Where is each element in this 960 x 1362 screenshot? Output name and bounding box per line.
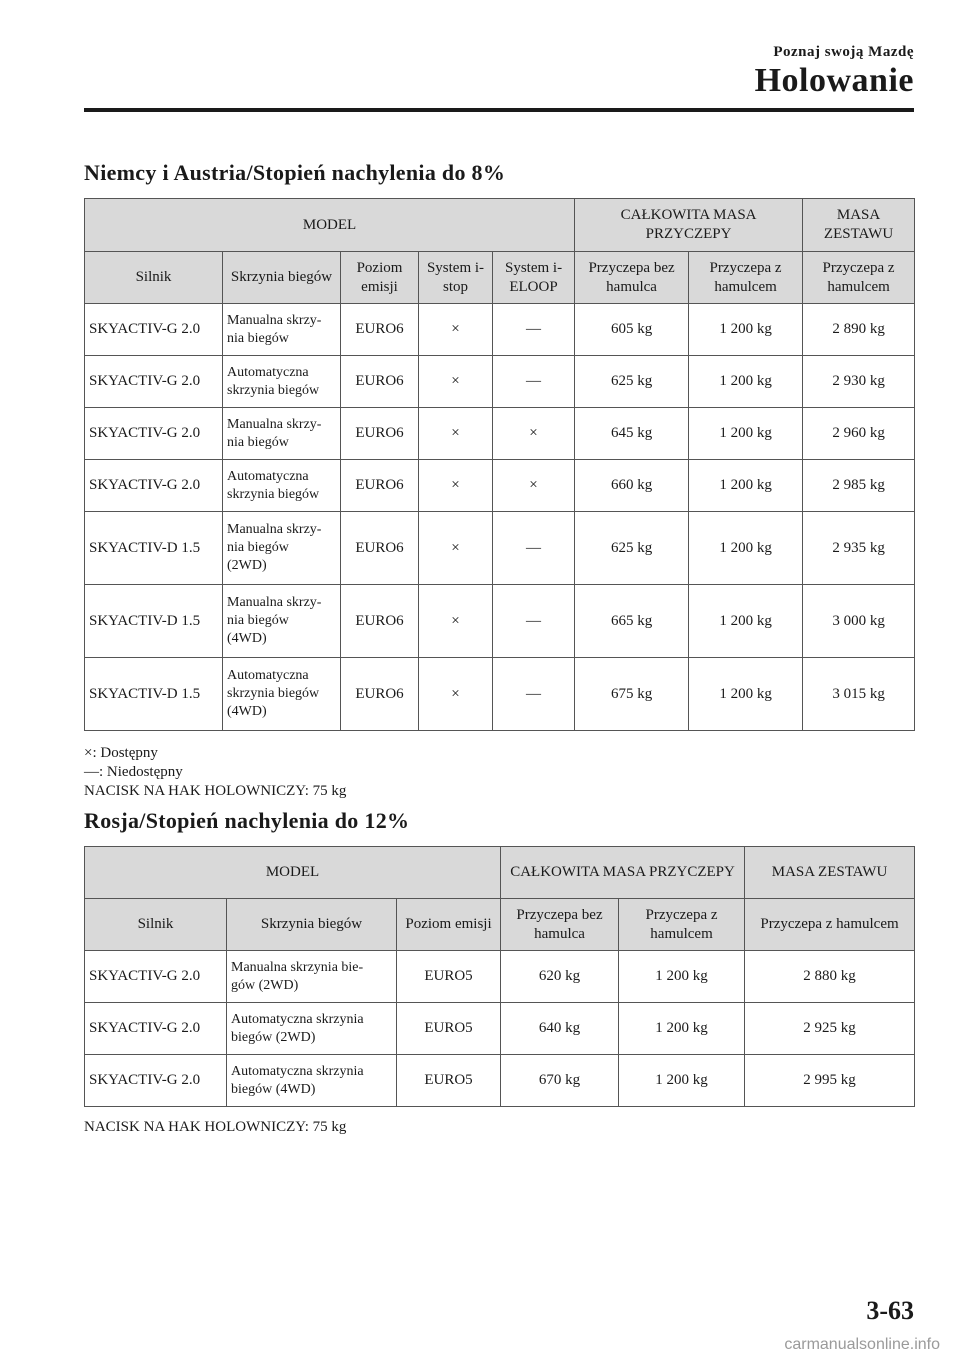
- table-cell: Manualna skrzy- nia biegów (4WD): [223, 585, 341, 658]
- table-cell: 2 880 kg: [745, 951, 915, 1003]
- table-cell: ×: [419, 658, 493, 731]
- table-cell: ×: [419, 585, 493, 658]
- table-cell: 625 kg: [575, 356, 689, 408]
- table-cell: Manualna skrzy- nia biegów: [223, 408, 341, 460]
- legend-available: ×: Dostępny: [84, 745, 158, 761]
- table-cell: EURO5: [397, 951, 501, 1003]
- table-cell: Manualna skrzy- nia biegów (2WD): [223, 512, 341, 585]
- table-cell: 3 000 kg: [803, 585, 915, 658]
- table-cell: —: [493, 512, 575, 585]
- table-cell: ×: [493, 460, 575, 512]
- table-cell: 3 015 kg: [803, 658, 915, 731]
- section1-notes: [84, 744, 346, 801]
- table-cell: ×: [419, 408, 493, 460]
- table-cell: 2 925 kg: [745, 1003, 915, 1055]
- table-cell: Automatyczna skrzynia biegów (4WD): [227, 1055, 397, 1107]
- table-cell: 665 kg: [575, 585, 689, 658]
- col-header: Skrzynia biegów: [227, 899, 397, 951]
- table-cell: 625 kg: [575, 512, 689, 585]
- table-cell: 2 985 kg: [803, 460, 915, 512]
- table-cell: 1 200 kg: [619, 951, 745, 1003]
- table-cell: EURO6: [341, 512, 419, 585]
- table-cell: —: [493, 304, 575, 356]
- table-cell: 1 200 kg: [689, 658, 803, 731]
- col-header: Przyczepa bez hamulca: [575, 252, 689, 304]
- table-cell: Automatyczna skrzynia biegów (4WD): [223, 658, 341, 731]
- col-header: Skrzynia biegów: [223, 252, 341, 304]
- col-header: Poziom emisji: [397, 899, 501, 951]
- table-cell: 645 kg: [575, 408, 689, 460]
- table-cell: SKYACTIV-D 1.5: [85, 512, 223, 585]
- table-cell: SKYACTIV-G 2.0: [85, 408, 223, 460]
- table-cell: EURO6: [341, 304, 419, 356]
- table-cell: ×: [419, 304, 493, 356]
- section2-title: Rosja/Stopień nachylenia do 12%: [84, 808, 410, 833]
- group-header-model: MODEL: [85, 199, 575, 252]
- table-cell: EURO6: [341, 658, 419, 731]
- table-cell: 1 200 kg: [689, 460, 803, 512]
- col-header: Poziom emisji: [341, 252, 419, 304]
- table-cell: 1 200 kg: [689, 356, 803, 408]
- table-cell: 2 935 kg: [803, 512, 915, 585]
- table-cell: SKYACTIV-D 1.5: [85, 585, 223, 658]
- table-cell: EURO5: [397, 1055, 501, 1107]
- watermark: carmanualsonline.info: [784, 1336, 940, 1353]
- group-header-trailer-mass: CAŁKOWITA MASA PRZYCZEPY: [575, 199, 803, 252]
- page-number: 3-63: [866, 1296, 914, 1325]
- table-cell: 640 kg: [501, 1003, 619, 1055]
- table-cell: SKYACTIV-G 2.0: [85, 304, 223, 356]
- section2-note: NACISK NA HAK HOLOWNICZY: 75 kg: [84, 1119, 347, 1135]
- table-cell: ×: [419, 512, 493, 585]
- table-row: [85, 304, 915, 356]
- table-cell: SKYACTIV-G 2.0: [85, 1055, 227, 1107]
- col-header: System i-ELOOP: [493, 252, 575, 304]
- table-cell: 675 kg: [575, 658, 689, 731]
- col-header: Przyczepa z hamulcem: [803, 252, 915, 304]
- table-cell: EURO5: [397, 1003, 501, 1055]
- table-cell: Manualna skrzy- nia biegów: [223, 304, 341, 356]
- section1-table: [84, 198, 915, 731]
- table-row: [85, 658, 915, 731]
- section1-title: Niemcy i Austria/Stopień nachylenia do 8%: [84, 160, 506, 185]
- col-header: Przyczepa z hamulcem: [689, 252, 803, 304]
- table-cell: 1 200 kg: [619, 1055, 745, 1107]
- table-cell: —: [493, 585, 575, 658]
- table-cell: 1 200 kg: [689, 304, 803, 356]
- table-cell: 620 kg: [501, 951, 619, 1003]
- table-row: [85, 356, 915, 408]
- table-row: [85, 460, 915, 512]
- section2-table: [84, 846, 915, 1107]
- table-row: [85, 951, 915, 1003]
- group-header-trailer-mass: CAŁKOWITA MASA PRZYCZEPY: [501, 847, 745, 899]
- table-cell: SKYACTIV-G 2.0: [85, 356, 223, 408]
- table-cell: SKYACTIV-D 1.5: [85, 658, 223, 731]
- legend-unavailable: —: Niedostępny: [84, 764, 183, 780]
- table-cell: 2 960 kg: [803, 408, 915, 460]
- page-title: Holowanie: [754, 62, 914, 99]
- table-cell: SKYACTIV-G 2.0: [85, 951, 227, 1003]
- table-cell: 605 kg: [575, 304, 689, 356]
- group-header-combined-mass: MASA ZESTAWU: [745, 847, 915, 899]
- table-cell: ×: [493, 408, 575, 460]
- table-row: [85, 585, 915, 658]
- table-cell: EURO6: [341, 585, 419, 658]
- col-header: Przyczepa z hamulcem: [619, 899, 745, 951]
- table-cell: SKYACTIV-G 2.0: [85, 1003, 227, 1055]
- table-cell: ×: [419, 460, 493, 512]
- table-row: [85, 1055, 915, 1107]
- table-cell: EURO6: [341, 408, 419, 460]
- table-row: [85, 512, 915, 585]
- table-row: [85, 1003, 915, 1055]
- table-cell: 670 kg: [501, 1055, 619, 1107]
- table-cell: Automatyczna skrzynia biegów: [223, 356, 341, 408]
- group-header-combined-mass: MASA ZESTAWU: [803, 199, 915, 252]
- table-cell: 1 200 kg: [689, 585, 803, 658]
- col-header: Silnik: [85, 252, 223, 304]
- table-cell: SKYACTIV-G 2.0: [85, 460, 223, 512]
- hitch-load-note: NACISK NA HAK HOLOWNICZY: 75 kg: [84, 783, 347, 799]
- col-header: System i-stop: [419, 252, 493, 304]
- header-rule: [84, 108, 914, 112]
- table-cell: EURO6: [341, 460, 419, 512]
- table-cell: 2 995 kg: [745, 1055, 915, 1107]
- table-cell: 660 kg: [575, 460, 689, 512]
- table-cell: Automatyczna skrzynia biegów: [223, 460, 341, 512]
- table-cell: 1 200 kg: [689, 512, 803, 585]
- table-cell: 2 930 kg: [803, 356, 915, 408]
- table-cell: Manualna skrzynia bie- gów (2WD): [227, 951, 397, 1003]
- group-header-model: MODEL: [85, 847, 501, 899]
- col-header: Przyczepa z hamulcem: [745, 899, 915, 951]
- table-row: [85, 408, 915, 460]
- table-cell: 2 890 kg: [803, 304, 915, 356]
- table-cell: 1 200 kg: [619, 1003, 745, 1055]
- table-cell: ×: [419, 356, 493, 408]
- col-header: Przyczepa bez hamulca: [501, 899, 619, 951]
- table-cell: 1 200 kg: [689, 408, 803, 460]
- table-cell: EURO6: [341, 356, 419, 408]
- col-header: Silnik: [85, 899, 227, 951]
- table-cell: Automatyczna skrzynia biegów (2WD): [227, 1003, 397, 1055]
- header-subtitle: Poznaj swoją Mazdę: [773, 44, 914, 60]
- table-cell: —: [493, 356, 575, 408]
- table-cell: —: [493, 658, 575, 731]
